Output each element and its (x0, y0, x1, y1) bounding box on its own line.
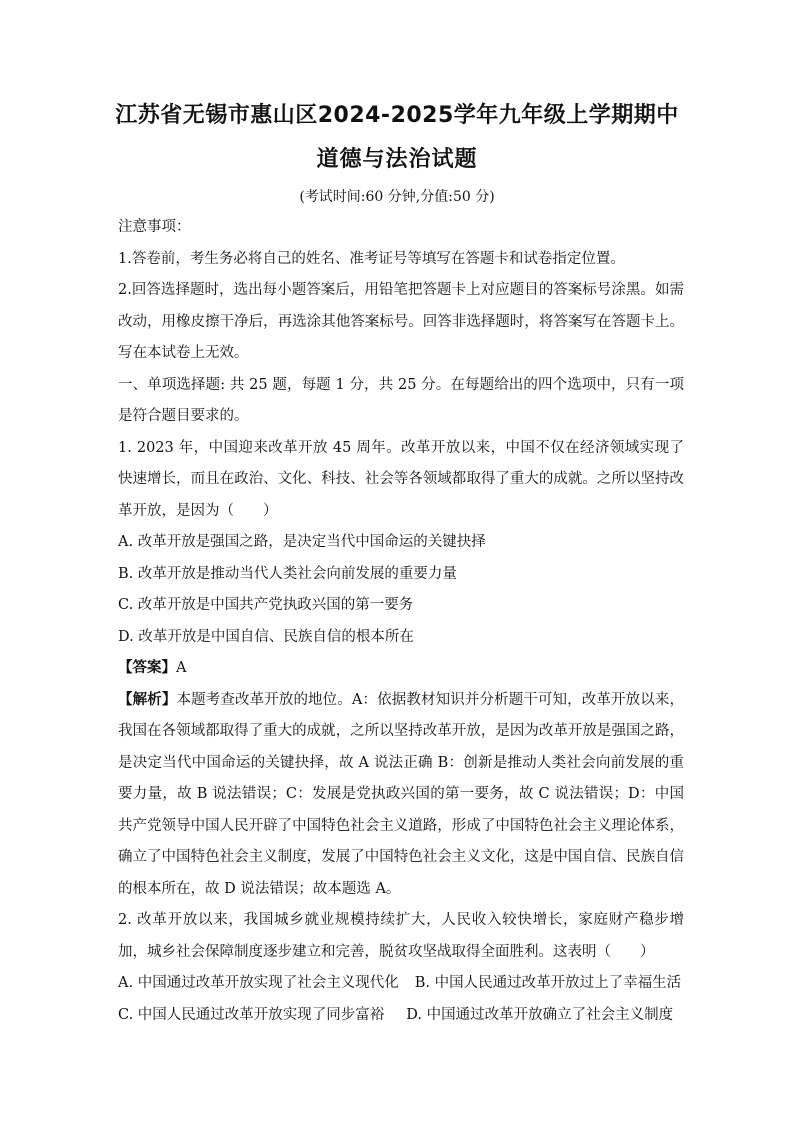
answer-label: 【答案】 (118, 660, 176, 676)
question-1-analysis (118, 685, 684, 906)
note-item-2: 2.回答选择题时，选出每小题答案后，用铅笔把答题卡上对应题目的答案标号涂黑。如需改动，用橡皮擦干净后，再选涂其他答案标号。回答非选择题时，将答案写在答题卡上。写在本试卷上无效。 (118, 282, 684, 361)
exam-title: 江苏省无锡市惠山区2024-2025学年九年级上学期期中 (115, 103, 679, 128)
question-2-option-c: C. 中国人民通过改革开放实现了同步富裕 (118, 1006, 385, 1023)
section-heading: 一、单项选择题: 共 25 题，每题 1 分，共 25 分。在每题给出的四个选项中，只有一项是符合题目要求的。 (118, 376, 684, 424)
answer-value: A (176, 660, 187, 676)
question-1-stem: 1. 2023 年，中国迎来改革开放 45 周年。改革开放以来，中国不仅在经济领域实现了快速增长，而且在政治、文化、科技、社会等各领域都取得了重大的成就。之所以坚持改革开放，是因为（ ） (118, 439, 684, 519)
note-item-1: 1.答卷前，考生务必将自己的姓名、准考证号等填写在答题卡和试卷指定位置。 (118, 250, 625, 267)
question-2-option-d: D. 中国通过改革开放确立了社会主义制度 (406, 1006, 674, 1023)
analysis-text: 本题考查改革开放的地位。A：依据教材知识并分析题干可知，改革开放以来，我国在各领域都取得了重大的成就，之所以坚持改革开放，是因为改革开放是强国之路，是决定当代中国命运的关键抉择，故 A 说法正确 B：创新是推动人类社会向前发展的重要力量，故 B 说法错误；C：发展是党执政兴国的第一要务，故 C 说法错误；D：中国共产党领导中国人民开辟了中国特色社会主义道路，形成了中国特色社会主义理论体系，确立了中国特色社会主义制度，发展了中国特色社会主义文化，这是中国自信、民族自信的根本所在，故 D 说法错误；故本题选 A。 (118, 691, 685, 897)
question-1-option-b: B. 改革开放是推动当代人类社会向前发展的重要力量 (118, 565, 457, 582)
question-2-options-row-1 (118, 968, 684, 1000)
question-2-stem: 2. 改革开放以来，我国城乡就业规模持续扩大，人民收入较快增长，家庭财产稳步增加，城乡社会保障制度逐步建立和完善，脱贫攻坚战取得全面胜利。这表明（ ） (118, 912, 684, 960)
exam-subject-title: 道德与法治试题 (316, 147, 478, 172)
question-1-option-a: A. 改革开放是强国之路，是决定当代中国命运的关键抉择 (118, 534, 486, 550)
question-2-option-a: A. 中国通过改革开放实现了社会主义现代化 (118, 975, 399, 991)
question-1-option-d: D. 改革开放是中国自信、民族自信的根本所在 (118, 628, 414, 645)
question-1-answer (118, 653, 684, 685)
exam-content (118, 212, 684, 1031)
question-1-option-c: C. 改革开放是中国共产党执政兴国的第一要务 (118, 597, 414, 613)
analysis-label: 【解析】 (118, 691, 177, 708)
notes-heading: 注意事项： (118, 219, 191, 235)
question-2-option-b: B. 中国人民通过改革开放过上了幸福生活 (414, 975, 682, 991)
question-2-options-row-2 (118, 1000, 684, 1032)
exam-time-score: (考试时间:60 分钟,分值:50 分) (299, 189, 495, 205)
